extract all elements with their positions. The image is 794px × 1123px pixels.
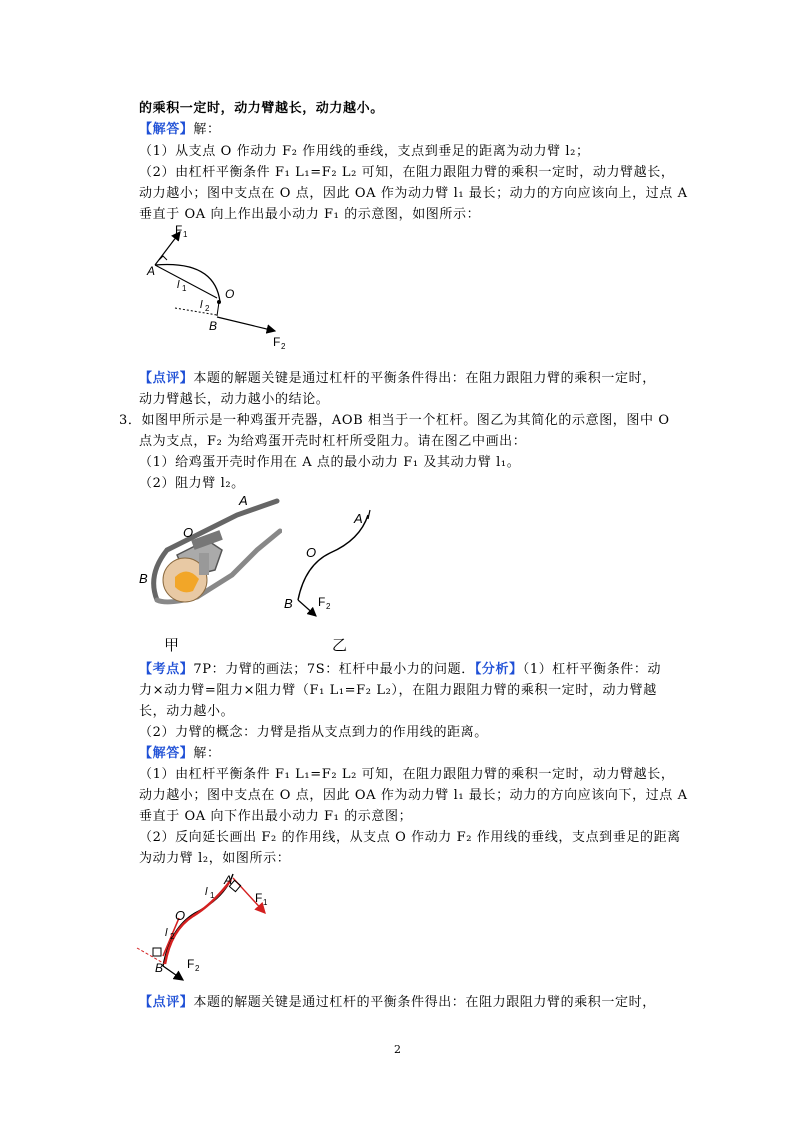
label-O: O: [225, 287, 235, 301]
text-line: 的乘积一定时，动力臂越长，动力越小。: [139, 101, 384, 116]
answer-label: 解：: [193, 122, 221, 137]
label-l1-sub: 1: [210, 891, 215, 900]
text-line: 长，动力越小。: [139, 704, 235, 719]
text-line: 动力臂越长，动力越小的结论。: [139, 392, 330, 407]
text-line: （1）从支点 O 作动力 F₂ 作用线的垂线，支点到垂足的距离为动力臂 l₂；: [139, 144, 590, 159]
comment-text: 本题的解题关键是通过杠杆的平衡条件得出：在阻力跟阻力臂的乘积一定时，: [193, 995, 656, 1010]
pivot-o: [217, 300, 221, 304]
label-O: O: [175, 908, 186, 923]
fenxi-tag: 【分析】: [474, 662, 523, 677]
photo-label-O: O: [183, 525, 194, 540]
text-line: （2）阻力臂 l₂。: [139, 476, 245, 491]
text-line: （2）由杠杆平衡条件 F₁ L₁=F₂ L₂ 可知，在阻力跟阻力臂的乘积一定时，动力臂越长，: [139, 165, 675, 180]
answer-heading: [139, 744, 221, 764]
page-number: 2: [394, 1043, 401, 1056]
text-line: 垂直于 OA 向下作出最小动力 F₁ 的示意图；: [139, 809, 413, 824]
caption-yi: 乙: [332, 636, 348, 654]
label-A: A: [224, 873, 233, 887]
kaodian-tag: 【考点】: [139, 662, 194, 677]
text-line: 为动力臂 l₂，如图所示：: [139, 851, 291, 866]
comment-tag: 【点评】: [139, 995, 194, 1010]
text-line: （1）由杠杆平衡条件 F₁ L₁=F₂ L₂ 可知，在阻力跟阻力臂的乘积一定时，动力臂越长，: [139, 767, 675, 782]
caption-jia: 甲: [164, 636, 180, 654]
kaodian-text: 7P：力臂的画法；7S：杠杆中最小力的问题．: [193, 662, 475, 677]
lever-diagram-1: [145, 220, 305, 355]
label-F2-sub: 2: [195, 964, 200, 973]
f2-extension-dashed: [175, 308, 217, 315]
egg-opener-photo: [137, 495, 282, 620]
answer-heading: [139, 120, 221, 140]
label-A: A: [354, 511, 363, 526]
label-l2: l: [165, 927, 168, 939]
label-F1-sub: 1: [183, 230, 188, 239]
arm-l1-line: [155, 265, 217, 298]
label-l2: l: [200, 299, 203, 311]
answer-label: 解：: [193, 746, 221, 761]
label-A: A: [147, 264, 156, 278]
f2-arrow: [217, 317, 275, 331]
answer-lever-diagram: [135, 868, 285, 988]
label-F2: F: [273, 335, 281, 349]
label-l1: l: [177, 279, 180, 291]
text-line: 动力越小；图中支点在 O 点，因此 OA 作为动力臂 l₁ 最长；动力的方向应该向上，过点 A: [139, 186, 688, 201]
comment-line: [139, 369, 656, 389]
text-line: 点为支点，F₂ 为给鸡蛋开壳时杠杆所受阻力。请在图乙中画出：: [139, 434, 527, 449]
label-B: B: [155, 961, 164, 975]
text-line: 力×动力臂=阻力×阻力臂（F₁ L₁=F₂ L₂），在阻力跟阻力臂的乘积一定时，动力臂越: [139, 683, 657, 698]
photo-label-A: A: [239, 495, 248, 508]
comment-tag: 【点评】: [139, 371, 194, 386]
label-B: B: [209, 319, 218, 333]
comment-line: [139, 993, 656, 1013]
fenxi-text: （1）杠杆平衡条件：动: [522, 662, 662, 677]
answer-tag: 【解答】: [139, 122, 194, 137]
text-line: 动力越小；图中支点在 O 点，因此 OA 作为动力臂 l₁ 最长；动力的方向应该向下，过点 A: [139, 788, 688, 803]
answer-tag: 【解答】: [139, 746, 194, 761]
text-line: （2）反向延长画出 F₂ 的作用线，从支点 O 作动力 F₂ 作用线的垂线，支点到垂足的距离: [139, 830, 681, 845]
comment-text: 本题的解题关键是通过杠杆的平衡条件得出：在阻力跟阻力臂的乘积一定时，: [193, 371, 656, 386]
text-line: （2）力臂的概念：力臂是指从支点到力的作用线的距离。: [139, 725, 488, 740]
label-l2-sub: 2: [205, 304, 210, 313]
label-F1: F: [255, 891, 263, 905]
label-F1: F: [175, 223, 183, 237]
label-l1: l: [205, 886, 208, 898]
label-F2-sub: 2: [281, 342, 286, 351]
label-F2-sub: 2: [326, 602, 331, 611]
label-l2-sub: 2: [170, 932, 175, 941]
text-line: 垂直于 OA 向上作出最小动力 F₁ 的示意图，如图所示：: [139, 207, 481, 222]
photo-label-B: B: [139, 571, 148, 586]
label-B: B: [284, 596, 293, 611]
label-F2: F: [187, 957, 195, 971]
label-F1-sub: 1: [263, 898, 268, 907]
label-F2: F: [318, 595, 326, 609]
analysis-line: [139, 660, 661, 680]
label-l1-sub: 1: [182, 284, 187, 293]
simplified-lever-diagram: [280, 505, 390, 625]
label-O: O: [306, 545, 317, 560]
question-3-line: 3．如图甲所示是一种鸡蛋开壳器，AOB 相当于一个杠杆。图乙为其简化的示意图，图中 O: [119, 413, 670, 428]
text-line: （1）给鸡蛋开壳时作用在 A 点的最小动力 F₁ 及其动力臂 l₁。: [139, 455, 521, 470]
